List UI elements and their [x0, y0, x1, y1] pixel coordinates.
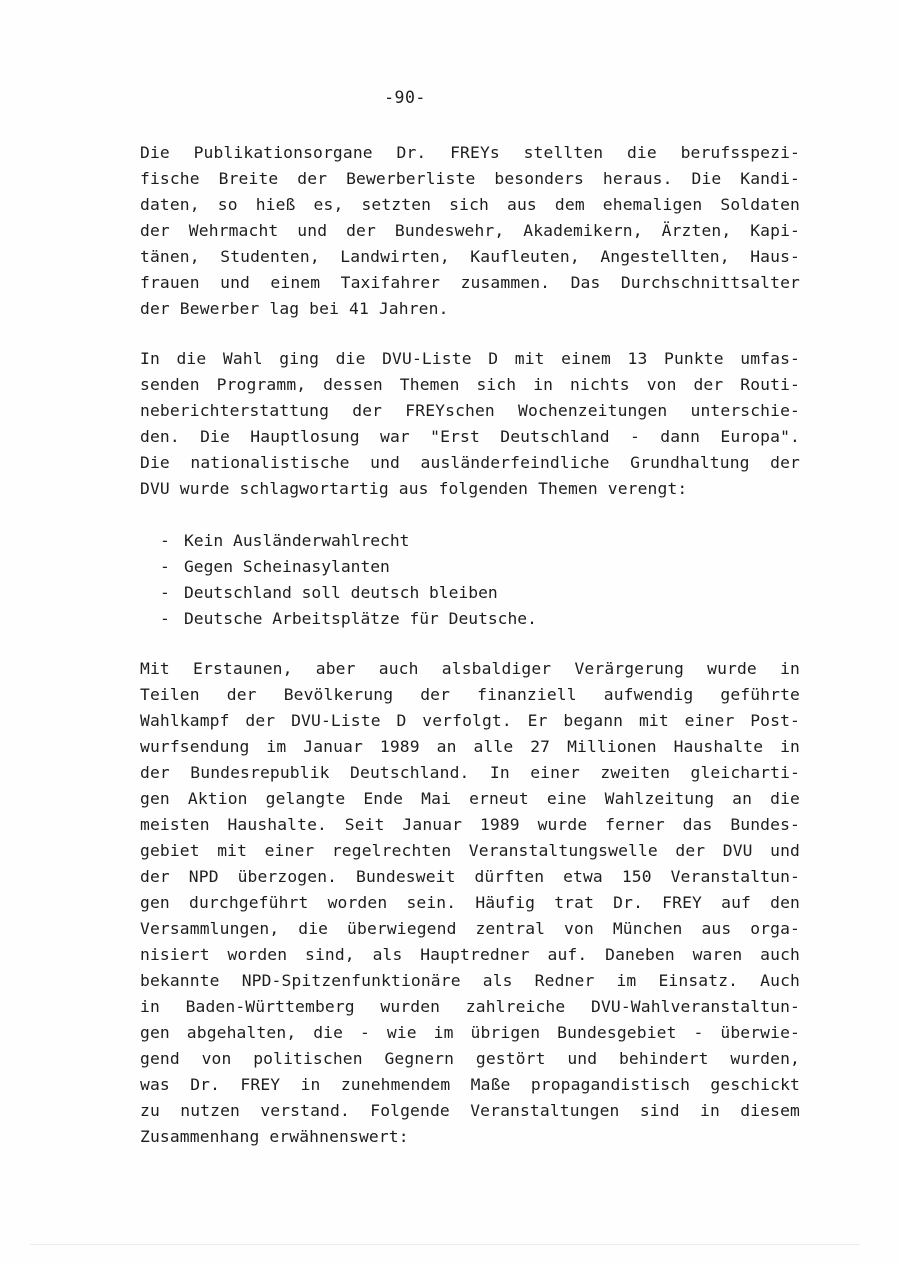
text-line: gend von politischen Gegnern gestört und behindert wurden,: [140, 1049, 800, 1068]
text-line: In die Wahl ging die DVU-Liste D mit einem 13 Punkte umfas-: [140, 349, 800, 368]
list-item-text: Deutsche Arbeitsplätze für Deutsche.: [184, 609, 537, 628]
text-line: Versammlungen, die überwiegend zentral von München aus orga-: [140, 919, 800, 938]
bullet-dash: -: [160, 609, 170, 628]
text-line: bekannte NPD-Spitzenfunktionäre als Redner im Einsatz. Auch: [140, 971, 800, 990]
text-line: zu nutzen verstand. Folgende Veranstaltungen sind in diesem: [140, 1101, 800, 1120]
list-item: [160, 528, 660, 554]
text-line: gen durchgeführt worden sein. Häufig trat Dr. FREY auf den: [140, 893, 800, 912]
text-line: in Baden-Württemberg wurden zahlreiche DVU-Wahlveranstaltun-: [140, 997, 800, 1016]
text-line: Wahlkampf der DVU-Liste D verfolgt. Er begann mit einer Post-: [140, 711, 800, 730]
text-line: Zusammenhang erwähnenswert:: [140, 1127, 409, 1146]
text-line: der Wehrmacht und der Bundeswehr, Akademikern, Ärzten, Kapi-: [140, 221, 800, 240]
list-item-text: Deutschland soll deutsch bleiben: [184, 583, 498, 602]
text-line: neberichterstattung der FREYschen Wochenzeitungen unterschie-: [140, 401, 800, 420]
list-item-text: Gegen Scheinasylanten: [184, 557, 390, 576]
list-item: [160, 580, 660, 606]
text-line: tänen, Studenten, Landwirten, Kaufleuten, Angestellten, Haus-: [140, 247, 800, 266]
text-line: frauen und einem Taxifahrer zusammen. Das Durchschnittsalter: [140, 273, 800, 292]
bullet-dash: -: [160, 583, 170, 602]
text-line: gen Aktion gelangte Ende Mai erneut eine Wahlzeitung an die: [140, 789, 800, 808]
bullet-dash: -: [160, 557, 170, 576]
text-line: nisiert worden sind, als Hauptredner auf. Daneben waren auch: [140, 945, 800, 964]
text-line: gen abgehalten, die - wie im übrigen Bundesgebiet - überwie-: [140, 1023, 800, 1042]
page-number: -90-: [384, 88, 426, 107]
paragraph-1: [140, 140, 800, 322]
text-line: Mit Erstaunen, aber auch alsbaldiger Verärgerung wurde in: [140, 659, 800, 678]
bullet-list: [160, 528, 660, 632]
text-line: gebiet mit einer regelrechten Veranstaltungswelle der DVU und: [140, 841, 800, 860]
list-item-text: Kein Ausländerwahlrecht: [184, 531, 410, 550]
list-item: [160, 554, 660, 580]
text-line: der Bundesrepublik Deutschland. In einer zweiten gleicharti-: [140, 763, 800, 782]
bullet-dash: -: [160, 531, 170, 550]
text-line: der NPD überzogen. Bundesweit dürften etwa 150 Veranstaltun-: [140, 867, 800, 886]
text-line: der Bewerber lag bei 41 Jahren.: [140, 299, 449, 318]
scan-edge-line: [30, 1244, 860, 1245]
list-item: [160, 606, 660, 632]
paragraph-3: [140, 656, 800, 1150]
text-line: wurfsendung im Januar 1989 an alle 27 Millionen Haushalte in: [140, 737, 800, 756]
text-line: den. Die Hauptlosung war "Erst Deutschland - dann Europa".: [140, 427, 800, 446]
text-line: was Dr. FREY in zunehmendem Maße propagandistisch geschickt: [140, 1075, 800, 1094]
text-line: fische Breite der Bewerberliste besonders heraus. Die Kandi-: [140, 169, 800, 188]
text-line: DVU wurde schlagwortartig aus folgenden Themen verengt:: [140, 479, 688, 498]
text-line: Die nationalistische und ausländerfeindliche Grundhaltung der: [140, 453, 800, 472]
text-line: meisten Haushalte. Seit Januar 1989 wurde ferner das Bundes-: [140, 815, 800, 834]
text-line: daten, so hieß es, setzten sich aus dem ehemaligen Soldaten: [140, 195, 800, 214]
paragraph-2: [140, 346, 800, 502]
text-line: Die Publikationsorgane Dr. FREYs stellten die berufsspezi-: [140, 143, 800, 162]
text-line: senden Programm, dessen Themen sich in nichts von der Routi-: [140, 375, 800, 394]
text-line: Teilen der Bevölkerung der finanziell aufwendig geführte: [140, 685, 800, 704]
